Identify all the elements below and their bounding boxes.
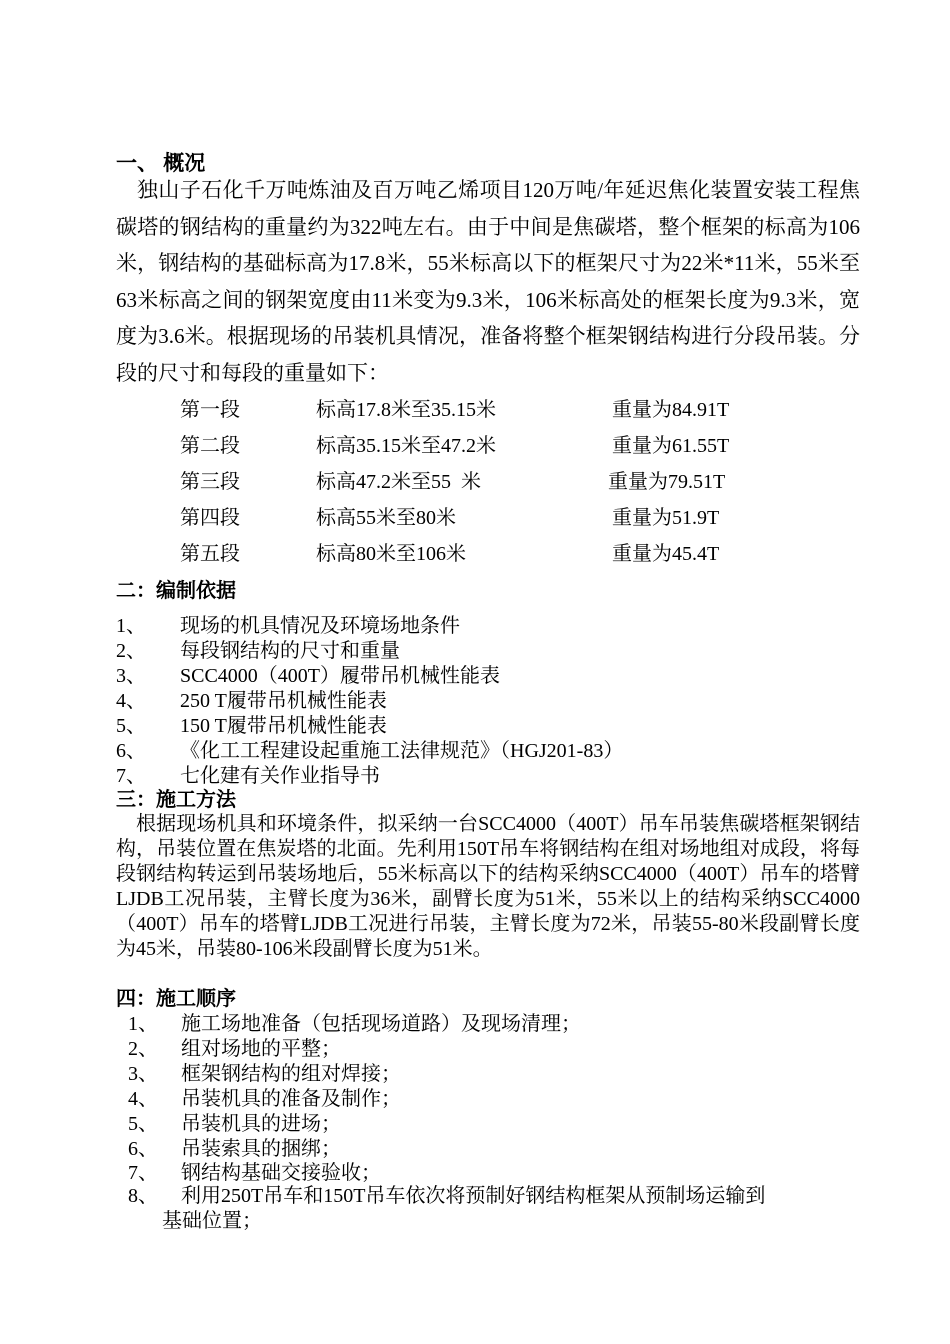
list-item-number: 4、 xyxy=(128,1088,158,1110)
segment-name: 第五段 xyxy=(180,543,240,565)
segment-weight: 重量为51.9T xyxy=(612,507,720,529)
list-item-text: 每段钢结构的尺寸和重量 xyxy=(180,640,400,662)
segment-range: 标高17.8米至35.15米 xyxy=(316,399,496,421)
list-item-number: 6、 xyxy=(116,740,146,762)
section-3-heading: 三：施工方法 xyxy=(116,789,236,811)
list-item-text: 吊装机具的准备及制作； xyxy=(181,1088,401,1110)
section-3-paragraph: 根据现场机具和环境条件，拟采纳一台SCC4000（400T）吊车吊装焦碳塔框架钢结构，吊装位置在焦炭塔的北面。先利用150T吊车将钢结构在组对场地组对成段，将每段钢结构转运到吊装场地后，55米标高以下的结构采纳SCC4000（400T）吊车的塔臂LJDB工况吊装，主臂长度为36米，副臂长度为51米，55米以上的结构采纳SCC4000（400T）吊车的塔臂LJDB工况进行吊装，主臂长度为72米，吊装55-80米段副臂长度为45米，吊装80-106米段副臂长度为51米。 xyxy=(116,813,860,960)
list-item-text: 吊装机具的进场； xyxy=(181,1113,341,1135)
list-item-number: 2、 xyxy=(116,640,146,662)
list-item-text: 利用250T吊车和150T吊车依次将预制好钢结构框架从预制场运输到 xyxy=(181,1185,766,1207)
list-item-number: 7、 xyxy=(128,1162,158,1184)
list-item-text: SCC4000（400T）履带吊机械性能表 xyxy=(180,665,501,687)
segment-weight: 重量为84.91T xyxy=(612,399,730,421)
segment-range: 标高80米至106米 xyxy=(316,543,466,565)
section-1-heading: 一、 概况 xyxy=(116,151,206,175)
segment-row xyxy=(180,428,820,464)
list-item-number: 3、 xyxy=(128,1063,158,1085)
segment-row xyxy=(180,464,820,500)
segment-range: 标高47.2米至55 米 xyxy=(316,471,481,493)
segment-name: 第一段 xyxy=(180,399,240,421)
segment-name: 第三段 xyxy=(180,471,240,493)
list-item xyxy=(128,1184,860,1234)
segment-row xyxy=(180,500,820,536)
section-1-paragraph: 独山子石化千万吨炼油及百万吨乙烯项目120万吨/年延迟焦化装置安装工程焦碳塔的钢结构的重量约为322吨左右。由于中间是焦碳塔，整个框架的标高为106米，钢结构的基础标高为17.8米，55米标高以下的框架尺寸为22米*11米，55米至63米标高之间的钢架宽度由11米变为9.3米，106米标高处的框架长度为9.3米，宽度为3.6米。根据现场的吊装机具情况，准备将整个框架钢结构进行分段吊装。分段的尺寸和每段的重量如下： xyxy=(116,178,860,385)
list-item-number: 5、 xyxy=(128,1113,158,1135)
list-item-number: 1、 xyxy=(128,1013,158,1035)
list-item-number: 2、 xyxy=(128,1038,158,1060)
list-item-number: 7、 xyxy=(116,765,146,787)
list-item-number: 1、 xyxy=(116,615,146,637)
segment-weight: 重量为79.51T xyxy=(608,471,726,493)
list-item-number: 8、 xyxy=(128,1185,158,1207)
segment-weight: 重量为61.55T xyxy=(612,435,730,457)
list-item-text: 250 T履带吊机械性能表 xyxy=(180,690,387,712)
list-item-number: 5、 xyxy=(116,715,146,737)
list-item-number: 4、 xyxy=(116,690,146,712)
list-item-text: 施工场地准备（包括现场道路）及现场清理； xyxy=(181,1013,581,1035)
segment-weight: 重量为45.4T xyxy=(612,543,720,565)
list-item-text: 框架钢结构的组对焊接； xyxy=(181,1063,401,1085)
list-item-text: 现场的机具情况及环境场地条件 xyxy=(180,615,460,637)
list-item-text: 七化建有关作业指导书 xyxy=(180,765,380,787)
list-item-text: 《化工工程建设起重施工法律规范》（HGJ201-83） xyxy=(180,740,624,762)
segment-range: 标高35.15米至47.2米 xyxy=(316,435,496,457)
segment-row xyxy=(180,536,820,572)
list-item-text-continued: 基础位置； xyxy=(162,1210,262,1232)
list-item-text: 150 T履带吊机械性能表 xyxy=(180,715,387,737)
list-item-text: 吊装索具的捆绑； xyxy=(181,1138,341,1160)
list-item-number: 3、 xyxy=(116,665,146,687)
section-2-heading: 二：编制依据 xyxy=(116,580,236,602)
segment-row xyxy=(180,392,820,428)
list-item-number: 6、 xyxy=(128,1138,158,1160)
section-4-heading: 四：施工顺序 xyxy=(116,988,236,1010)
segment-range: 标高55米至80米 xyxy=(316,507,456,529)
segment-name: 第二段 xyxy=(180,435,240,457)
list-item-text: 组对场地的平整； xyxy=(181,1038,341,1060)
segment-name: 第四段 xyxy=(180,507,240,529)
list-item-text: 钢结构基础交接验收； xyxy=(181,1162,381,1184)
